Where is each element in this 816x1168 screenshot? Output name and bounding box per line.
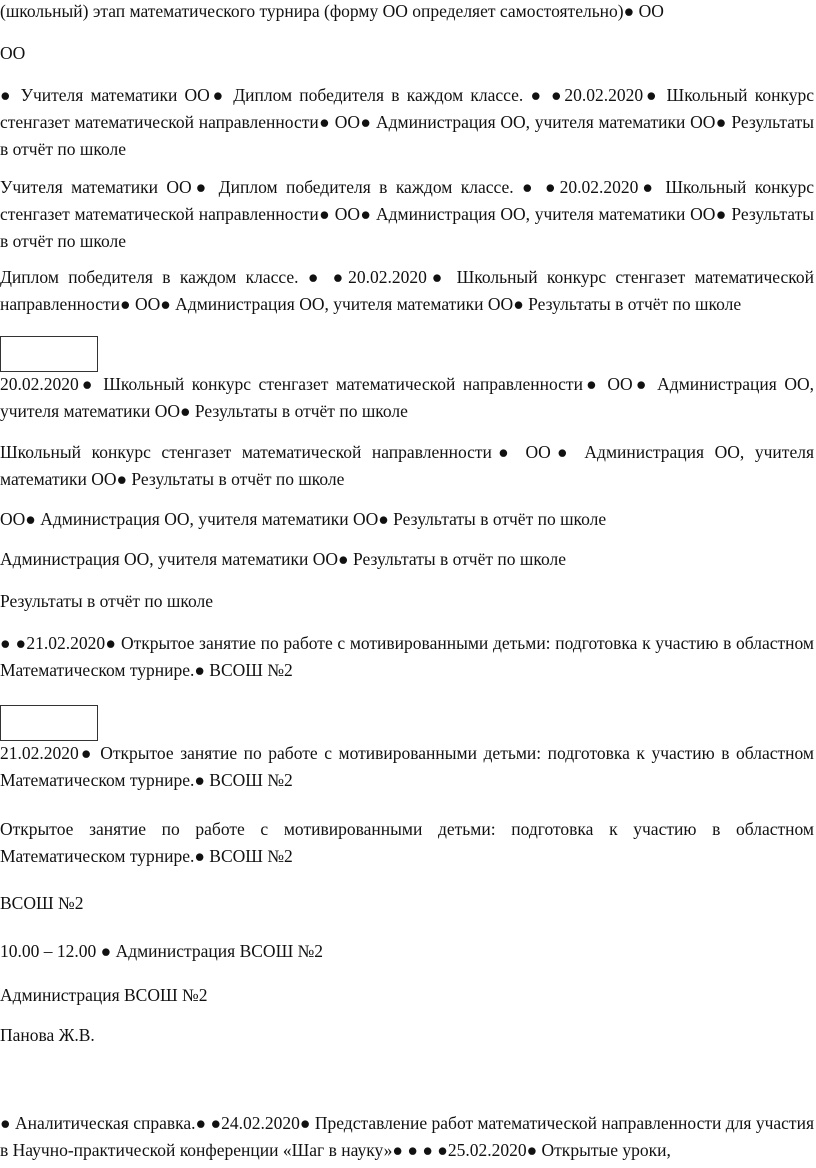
table-cell-box-1: [0, 336, 98, 372]
paragraph-7: Школьный конкурс стенгазет математической направленности● ОО● Администрация ОО, учителя математики ОО● Результаты в отчёт по школе: [0, 442, 814, 489]
paragraph-18: ● Аналитическая справка.● ●24.02.2020● Представление работ математической направленности для участия в Научно-практической конференции «Шаг в науку»● ● ● ●25.02.2020● Открытые уроки,: [0, 1113, 814, 1160]
paragraph-14: ВСОШ №2: [0, 893, 84, 913]
paragraph-15: 10.00 – 12.00 ● Администрация ВСОШ №2: [0, 941, 324, 961]
paragraph-11: ● ●21.02.2020● Открытое занятие по работе с мотивированными детьми: подготовка к участию в областном Математическом турнире.● ВСОШ №2: [0, 633, 814, 680]
paragraph-12: 21.02.2020● Открытое занятие по работе с мотивированными детьми: подготовка к участию в областном Математическом турнире.● ВСОШ №2: [0, 743, 814, 790]
paragraph-2: ОО: [0, 43, 26, 63]
paragraph-17: Панова Ж.В.: [0, 1025, 95, 1045]
paragraph-8: ОО● Администрация ОО, учителя математики ОО● Результаты в отчёт по школе: [0, 509, 607, 529]
paragraph-4: Учителя математики ОО● Диплом победителя в каждом классе. ● ●20.02.2020● Школьный конкурс стенгазет математической направленности● ОО● Администрация ОО, учителя математики ОО● Результаты в отчёт по школе: [0, 177, 814, 251]
paragraph-6: 20.02.2020● Школьный конкурс стенгазет математической направленности● ОО● Администрация ОО, учителя математики ОО● Результаты в отчёт по школе: [0, 374, 814, 421]
paragraph-1: (школьный) этап математического турнира (форму ОО определяет самостоятельно)● ОО: [0, 1, 664, 21]
table-cell-box-2: [0, 705, 98, 741]
paragraph-3: ● Учителя математики ОО● Диплом победителя в каждом классе. ● ●20.02.2020● Школьный конкурс стенгазет математической направленности● ОО● Администрация ОО, учителя математики ОО● Результаты в отчёт по школе: [0, 85, 814, 159]
paragraph-10: Результаты в отчёт по школе: [0, 591, 214, 611]
paragraph-16: Администрация ВСОШ №2: [0, 985, 208, 1005]
paragraph-5: Диплом победителя в каждом классе. ● ●20.02.2020● Школьный конкурс стенгазет математической направленности● ОО● Администрация ОО, учителя математики ОО● Результаты в отчёт по школе: [0, 267, 814, 314]
paragraph-9: Администрация ОО, учителя математики ОО● Результаты в отчёт по школе: [0, 549, 566, 569]
paragraph-13: Открытое занятие по работе с мотивированными детьми: подготовка к участию в областном Математическом турнире.● ВСОШ №2: [0, 819, 814, 866]
